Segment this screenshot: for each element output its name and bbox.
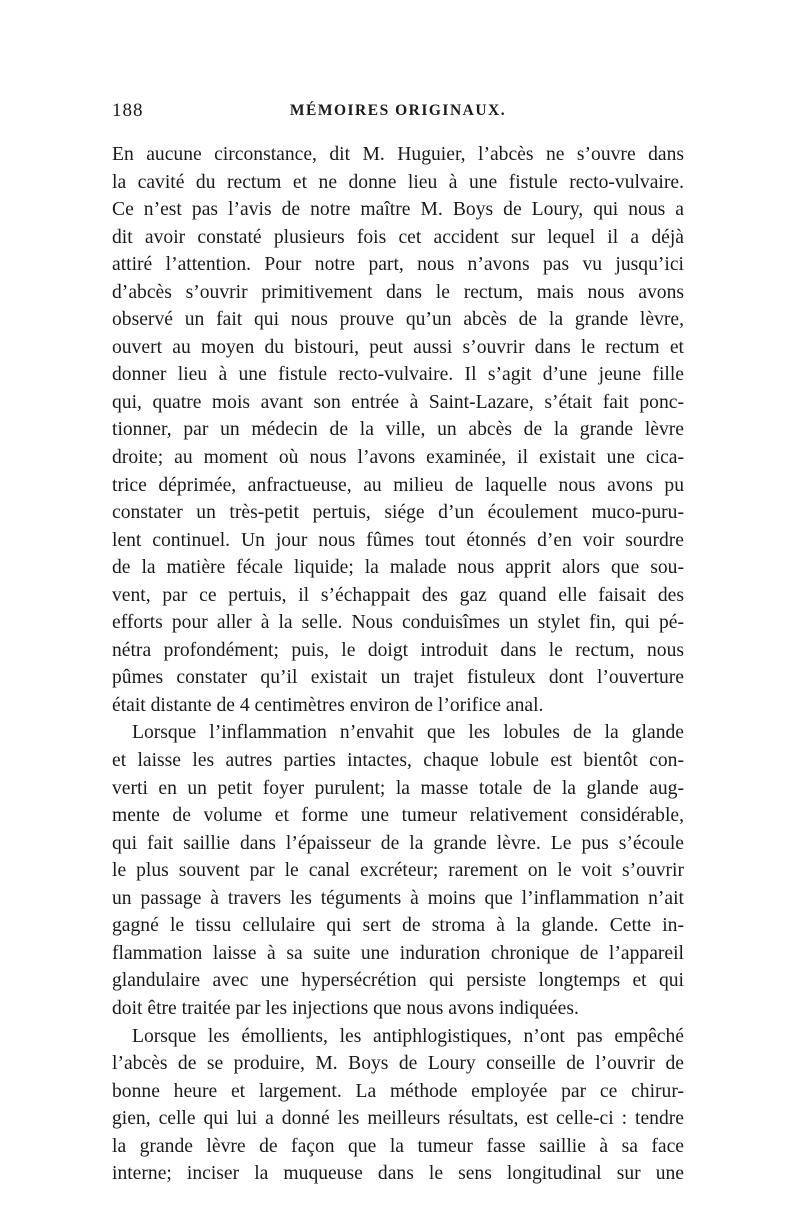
text-line: un passage à travers les téguments à moins que l’inflammation n’ait	[112, 887, 684, 909]
text-line: de la matière fécale liquide; la malade nous apprit alors que sou-	[112, 557, 684, 579]
text-line: donner lieu à une fistule recto-vulvaire. Il s’agit d’une jeune fille	[112, 364, 684, 386]
text-line: droite; au moment où nous l’avons examinée, il existait une cica-	[112, 447, 684, 469]
text-line: le plus souvent par le canal excréteur; rarement on le voit s’ouvrir	[112, 860, 684, 882]
paragraph	[112, 1023, 684, 1188]
text-line: qui, quatre mois avant son entrée à Saint-Lazare, s’était fait ponc-	[112, 391, 684, 413]
text-line: attiré l’attention. Pour notre part, nous n’avons pas vu jusqu’ici	[112, 254, 684, 276]
running-title: MÉMOIRES ORIGINAUX.	[289, 102, 507, 119]
text-line: constater un très-petit pertuis, siége d’un écoulement muco-puru-	[112, 502, 684, 524]
paragraph	[112, 141, 684, 719]
text-line: d’abcès s’ouvrir primitivement dans le rectum, mais nous avons	[112, 281, 684, 303]
text-line: était distante de 4 centimètres environ de l’orifice anal.	[112, 694, 544, 716]
text-line: flammation laisse à sa suite une induration chronique de l’appareil	[112, 942, 684, 964]
text-line: nétra profondément; puis, le doigt introduit dans le rectum, nous	[112, 639, 684, 661]
text-line: En aucune circonstance, dit M. Huguier, l’abcès ne s’ouvre dans	[112, 144, 684, 165]
text-line: la grande lèvre de façon que la tumeur fasse saillie à sa face	[112, 1135, 684, 1157]
text-line: Lorsque l’inflammation n’envahit que les lobules de la glande	[132, 722, 684, 744]
text-line: gagné le tissu cellulaire qui sert de stroma à la glande. Cette in-	[112, 915, 684, 937]
text-line: Lorsque les émollients, les antiphlogistiques, n’ont pas empêché	[132, 1025, 684, 1047]
text-line: ouvert au moyen du bistouri, peut aussi s’ouvrir dans le rectum et	[112, 336, 684, 358]
text-line: tionner, par un médecin de la ville, un abcès de la grande lèvre	[112, 419, 684, 441]
running-head	[112, 100, 684, 124]
body-text	[112, 141, 684, 1188]
text-line: interne; inciser la muqueuse dans le sens longitudinal sur une	[112, 1163, 684, 1185]
text-line: qui fait saillie dans l’épaisseur de la grande lèvre. Le pus s’écoule	[112, 832, 684, 854]
text-line: doit être traitée par les injections que nous avons indiquées.	[112, 997, 579, 1019]
page-number: 188	[112, 100, 144, 121]
text-line: pûmes constater qu’il existait un trajet fistuleux dont l’ouverture	[112, 667, 684, 689]
text-line: dit avoir constaté plusieurs fois cet accident sur lequel il a déjà	[112, 226, 684, 248]
text-line: verti en un petit foyer purulent; la masse totale de la glande aug-	[112, 777, 684, 799]
paragraph	[112, 719, 684, 1022]
text-line: lent continuel. Un jour nous fûmes tout étonnés d’en voir sourdre	[112, 529, 684, 551]
text-line: mente de volume et forme une tumeur relativement considérable,	[112, 805, 684, 827]
text-line: Ce n’est pas l’avis de notre maître M. Boys de Loury, qui nous a	[112, 199, 684, 221]
text-line: bonne heure et largement. La méthode employée par ce chirur-	[112, 1080, 684, 1102]
text-line: l’abcès de se produire, M. Boys de Loury conseille de l’ouvrir de	[112, 1053, 684, 1075]
text-line: observé un fait qui nous prouve qu’un abcès de la grande lèvre,	[112, 309, 684, 331]
text-line: efforts pour aller à la selle. Nous conduisîmes un stylet fin, qui pé-	[112, 612, 684, 634]
text-line: vent, par ce pertuis, il s’échappait des gaz quand elle faisait des	[112, 584, 684, 606]
text-line: la cavité du rectum et ne donne lieu à une fistule recto-vulvaire.	[112, 171, 684, 193]
text-line: gien, celle qui lui a donné les meilleurs résultats, est celle-ci : tendre	[112, 1108, 684, 1130]
text-line: glandulaire avec une hypersécrétion qui persiste longtemps et qui	[112, 970, 684, 992]
text-line: trice déprimée, anfractueuse, au milieu de laquelle nous avons pu	[112, 474, 684, 496]
text-line: et laisse les autres parties intactes, chaque lobule est bientôt con-	[112, 750, 684, 772]
